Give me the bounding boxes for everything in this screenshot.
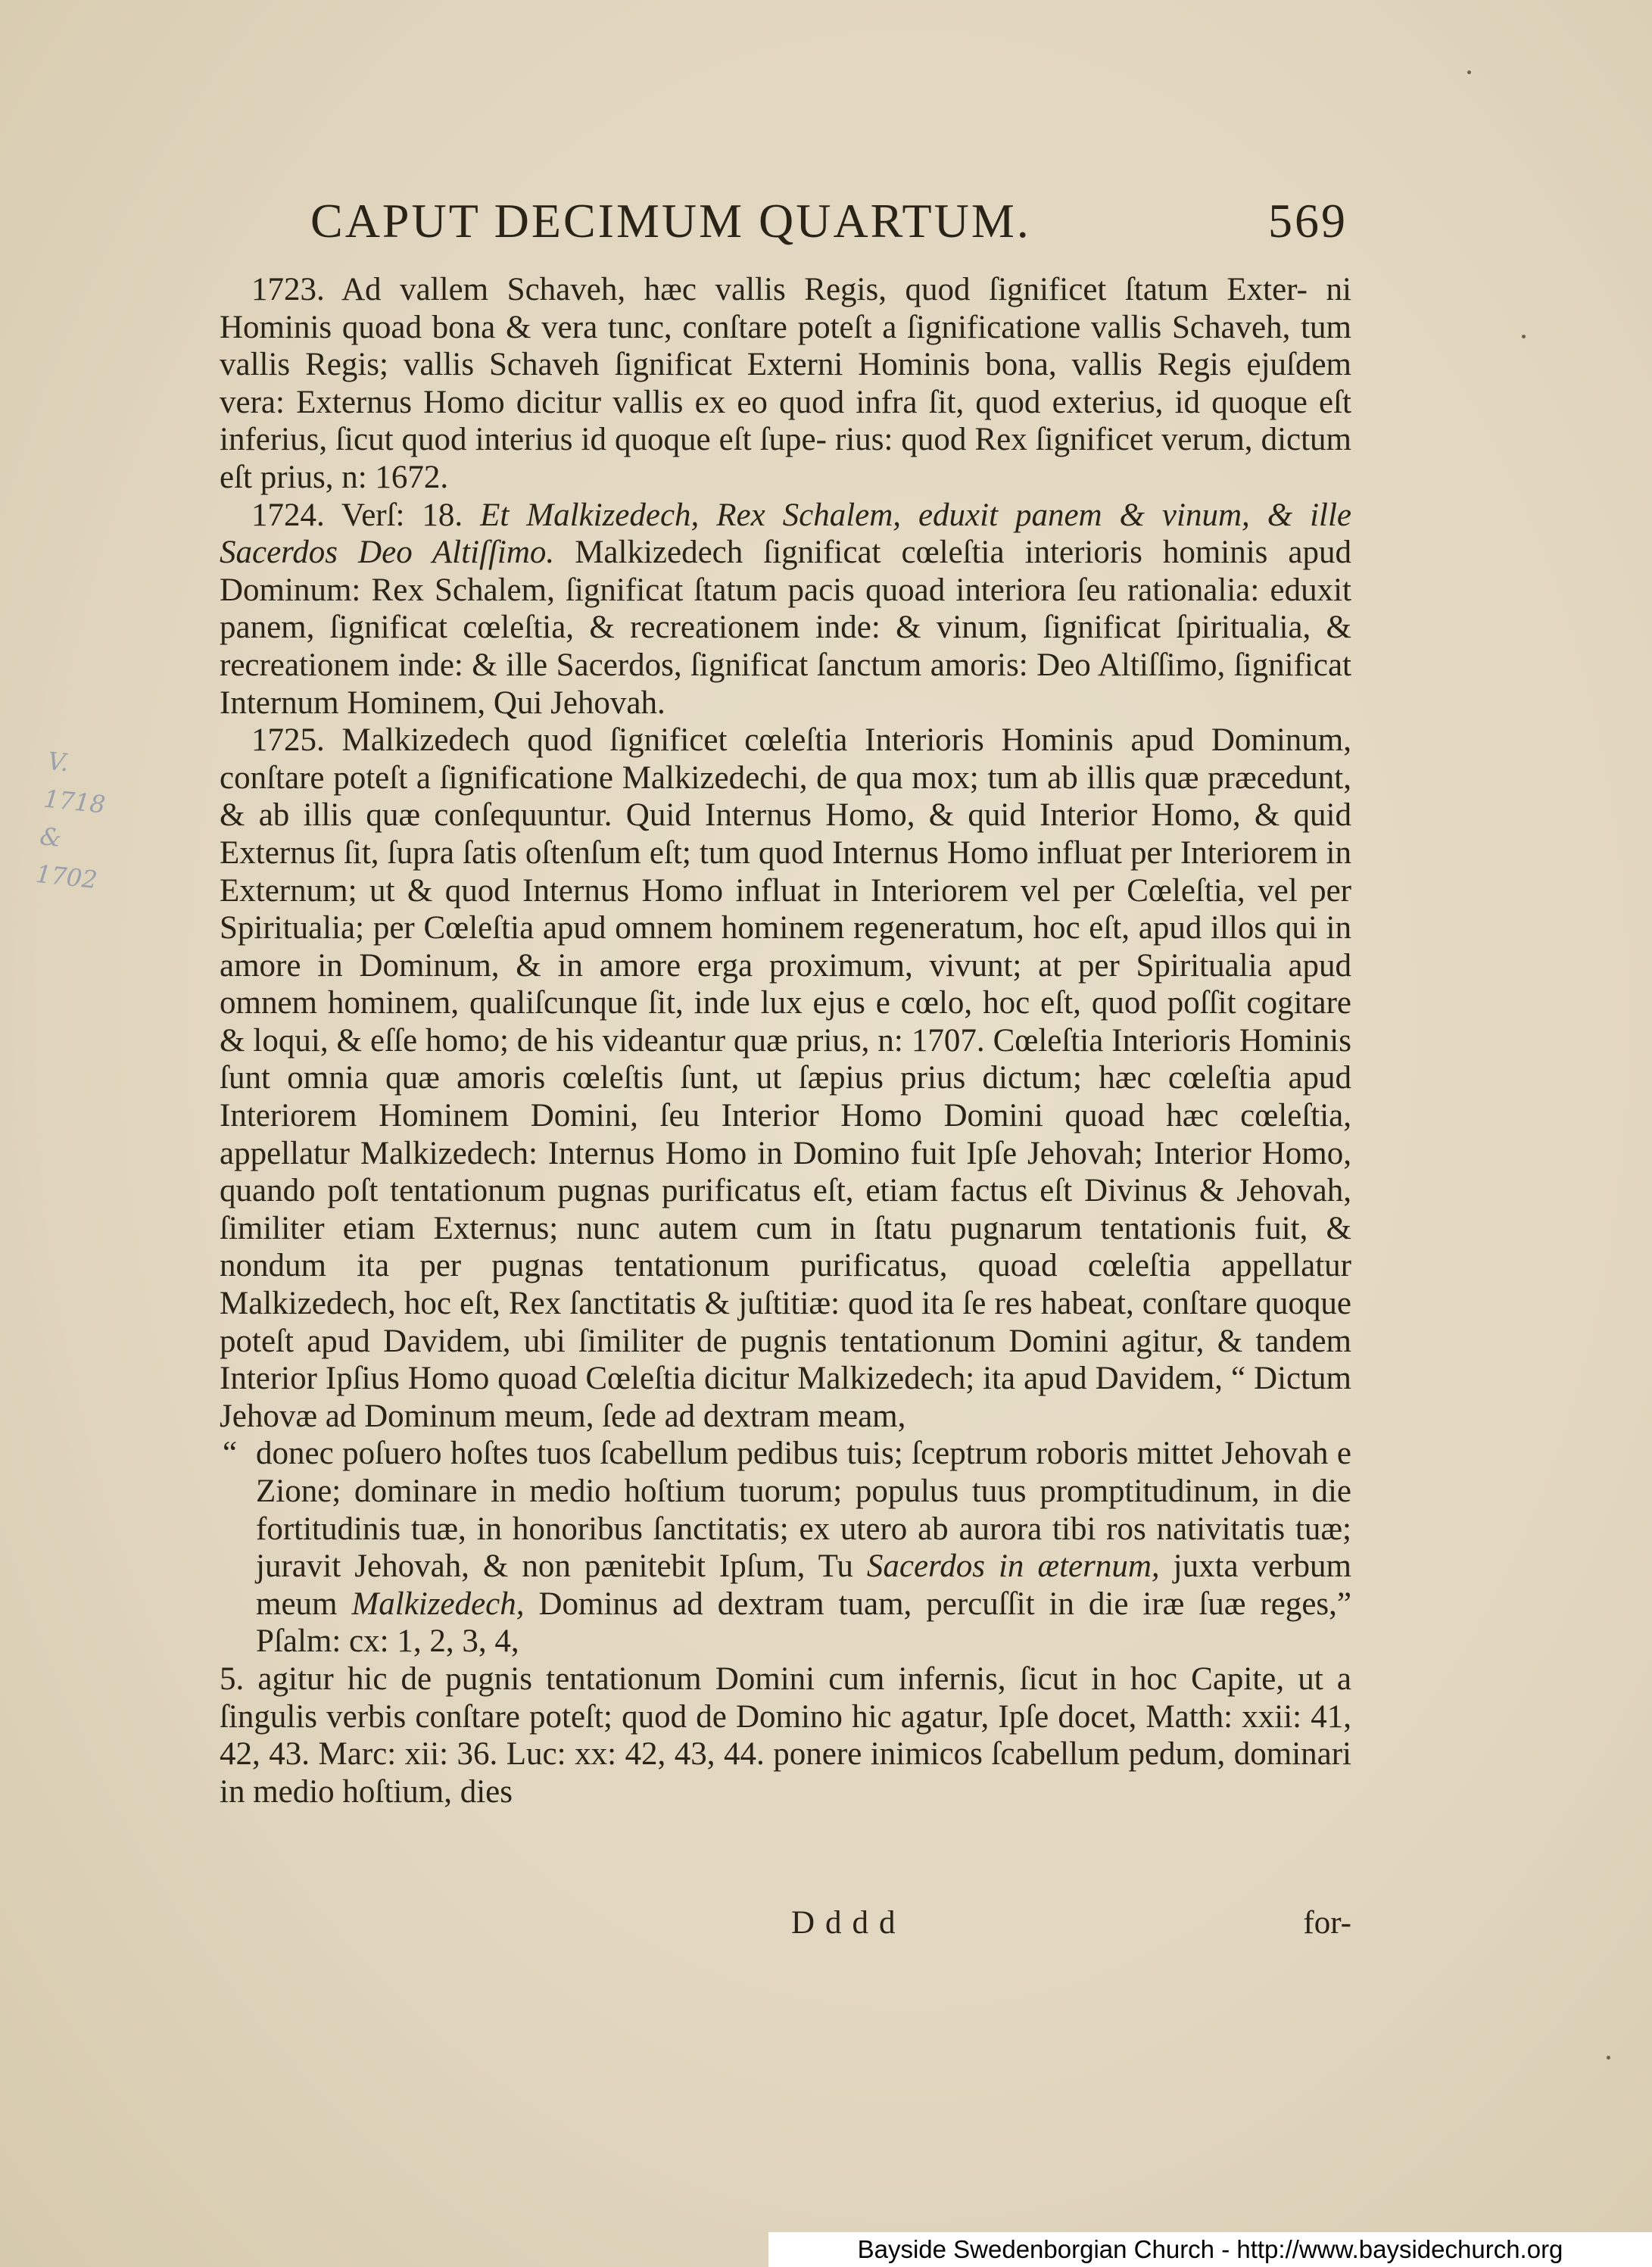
- paragraph-1723: [220, 271, 1351, 497]
- page-header: [310, 193, 1348, 261]
- text-line: 1723. Ad vallem Schaveh, hæc vallis Regis, quod ſignificet ſtatum Exter-: [251, 272, 1326, 307]
- quote-line: juxta verbum meum: [256, 1548, 1351, 1622]
- text-line: Schaveh, tum vallis Regis; vallis Schaveh ſignificat Externi Hominis bona,: [220, 309, 1351, 383]
- page-number: 569: [1268, 194, 1348, 248]
- watermark: Bayside Swedenborgian Church - http://www.baysidechurch.org: [768, 2232, 1652, 2267]
- quote-line: dextram tuam, percuſſit in die iræ ſuæ reges,” Pſalm: cx: 1, 2, 3, 4,: [256, 1586, 1351, 1660]
- quote-line: donec poſuero hoſtes tuos ſcabellum pedibus tuis; ſceptrum roboris mittet: [256, 1436, 1222, 1472]
- psalm-quotation: [220, 1435, 1351, 1660]
- text-run: Malkizedech ſignificat cœleſtia interioris hominis apud Dominum: Rex Schalem, ſignificat ſtatum pacis quoad interiora ſeu rationalia: eduxit panem, ſignificat cœleſtia, & recreationem inde: & vinum, ſignificat ſpiritualia, & recreationem inde: & ille Sacerdos, ſignificat ſanctum amoris: Deo Altiſſimo, ſignificat Internum Hominem, Qui Jehovah.: [220, 535, 1352, 721]
- paragraph-1724: [220, 497, 1351, 722]
- text-run: 1725. Malkizedech quod ſignificet cœleſtia Interioris Hominis apud Dominum, conſtare poteſt a ſignificatione Malkizedechi, de qua mox; tum ab illis quæ præcedunt, & ab illis quæ conſequuntur. Quid Internus Homo, & quid Interior Homo, & quid Externus ſit, ſupra ſatis oſtenſum eſt; tum quod Internus Homo influat per Interiorem in Externum; ut & quod Internus Homo influat in Interiorem vel per Cœleſtia, vel per Spiritualia; per Cœleſtia apud omnem hominem regeneratum, hoc eſt, apud illos qui in amore in Dominum, & in amore erga proximum, vivunt; at per Spiritualia apud omnem hominem, qualiſcunque ſit, inde lux ejus e cœlo, hoc eſt, quod poſſit cogitare & loqui, & eſſe homo; de his videantur quæ prius, n: 1707. Cœleſtia Interioris Hominis ſunt omnia quæ amoris cœleſtis ſunt, ut ſæpius prius dictum; hæc cœleſtia apud Interiorem Hominem Domini, ſeu Interior Homo Domini quoad hæc cœleſtia, appellatur Malkizedech: Internus Homo in Domino fuit Ipſe Jehovah; Interior Homo, quando poſt tentationum pugnas purificatus eſt, etiam factus eſt Divinus & Jehovah, ſimiliter etiam Externus; nunc autem cum in ſtatu pugnarum tentationis fuit, & nondum ita per pugnas tentationum purificatus, quoad cœleſtia appellatur Malkizedech, hoc eſt, Rex ſanctitatis & juſtitiæ: quod ita ſe res habeat, conſtare quoque poteſt apud Davidem, ubi ſimiliter de pugnis tentationum Domini agitur, & tandem Interior Ipſius Homo quoad Cœleſtia dicitur Malkizedech; ita apud Davidem, “ Dictum Jehovæ ad Dominum meum, ſede ad dextram meam,: [220, 722, 1351, 1434]
- marginal-note: & 1702: [34, 822, 99, 895]
- text-run: 5. agitur hic de pugnis tentationum Domini cum infernis, ſicut in hoc Capite, ut a ſingulis verbis conſtare poteſt; quod de Domino hic agatur, Ipſe docet, Matth: xxii: 41, 42, 43. Marc: xii: 36. Luc: xx: 42, 43, 44. ponere inimicos ſcabellum pedum, dominari in medio hoſtium, dies: [220, 1660, 1351, 1810]
- italic-name: Malkizedech,: [351, 1586, 539, 1622]
- marginal-note: V. 1718: [42, 746, 107, 819]
- paragraph-1725: [220, 722, 1351, 1435]
- verse-reference: 1724. Verſ: 18.: [251, 497, 481, 533]
- paper-speck: [1467, 70, 1471, 74]
- quote-mark-icon: “: [223, 1436, 238, 1472]
- text-line: ni Hominis quoad bona & vera tunc, conſtare poteſt a ſignificatione vallis: [220, 272, 1351, 345]
- text-line: vallis Regis ejuſdem vera: Externus Homo dicitur vallis ex eo quod infra ſit,: [220, 347, 1351, 420]
- italic-phrase: Sacerdos in æternum,: [866, 1548, 1174, 1585]
- quote-line: ab aurora tibi ros nativitatis tuæ; juravit Jehovah, & non pænitebit Ipſum,: [256, 1511, 1351, 1585]
- text-line: rius: quod Rex ſignificet verum, dictum eſt prius, n: 1672.: [220, 422, 1351, 495]
- quote-line: Tu: [818, 1548, 867, 1585]
- paper-speck: [1522, 335, 1526, 338]
- quote-line: Dominus ad: [538, 1586, 718, 1622]
- text-line: quod exterius, id quoque eſt inferius, ſicut quod interius id quoque eſt ſupe-: [220, 384, 1351, 458]
- paper-speck: [1607, 2056, 1610, 2060]
- catchword: for-: [1303, 1905, 1351, 1941]
- pencil-marginalia: [34, 742, 132, 901]
- closing-paragraph: [220, 1660, 1351, 1810]
- signature-mark: Dddd: [791, 1905, 906, 1941]
- quote-line: Jehovah e Zione; dominare in medio hoſtium tuorum; populus tuus: [256, 1436, 1351, 1509]
- body-text: [220, 271, 1351, 1810]
- verse-quotation: Et Malkizedech, Rex Schalem, eduxit panem & vinum, & ille Sacerdos Deo Altiſſimo.: [220, 497, 1352, 571]
- page-footer: [220, 1904, 1351, 1942]
- quote-line: promptitudinum, in die fortitudinis tuæ, in honoribus ſanctitatis; ex utero: [256, 1473, 1351, 1547]
- running-title: CAPUT DECIMUM QUARTUM.: [310, 194, 1031, 248]
